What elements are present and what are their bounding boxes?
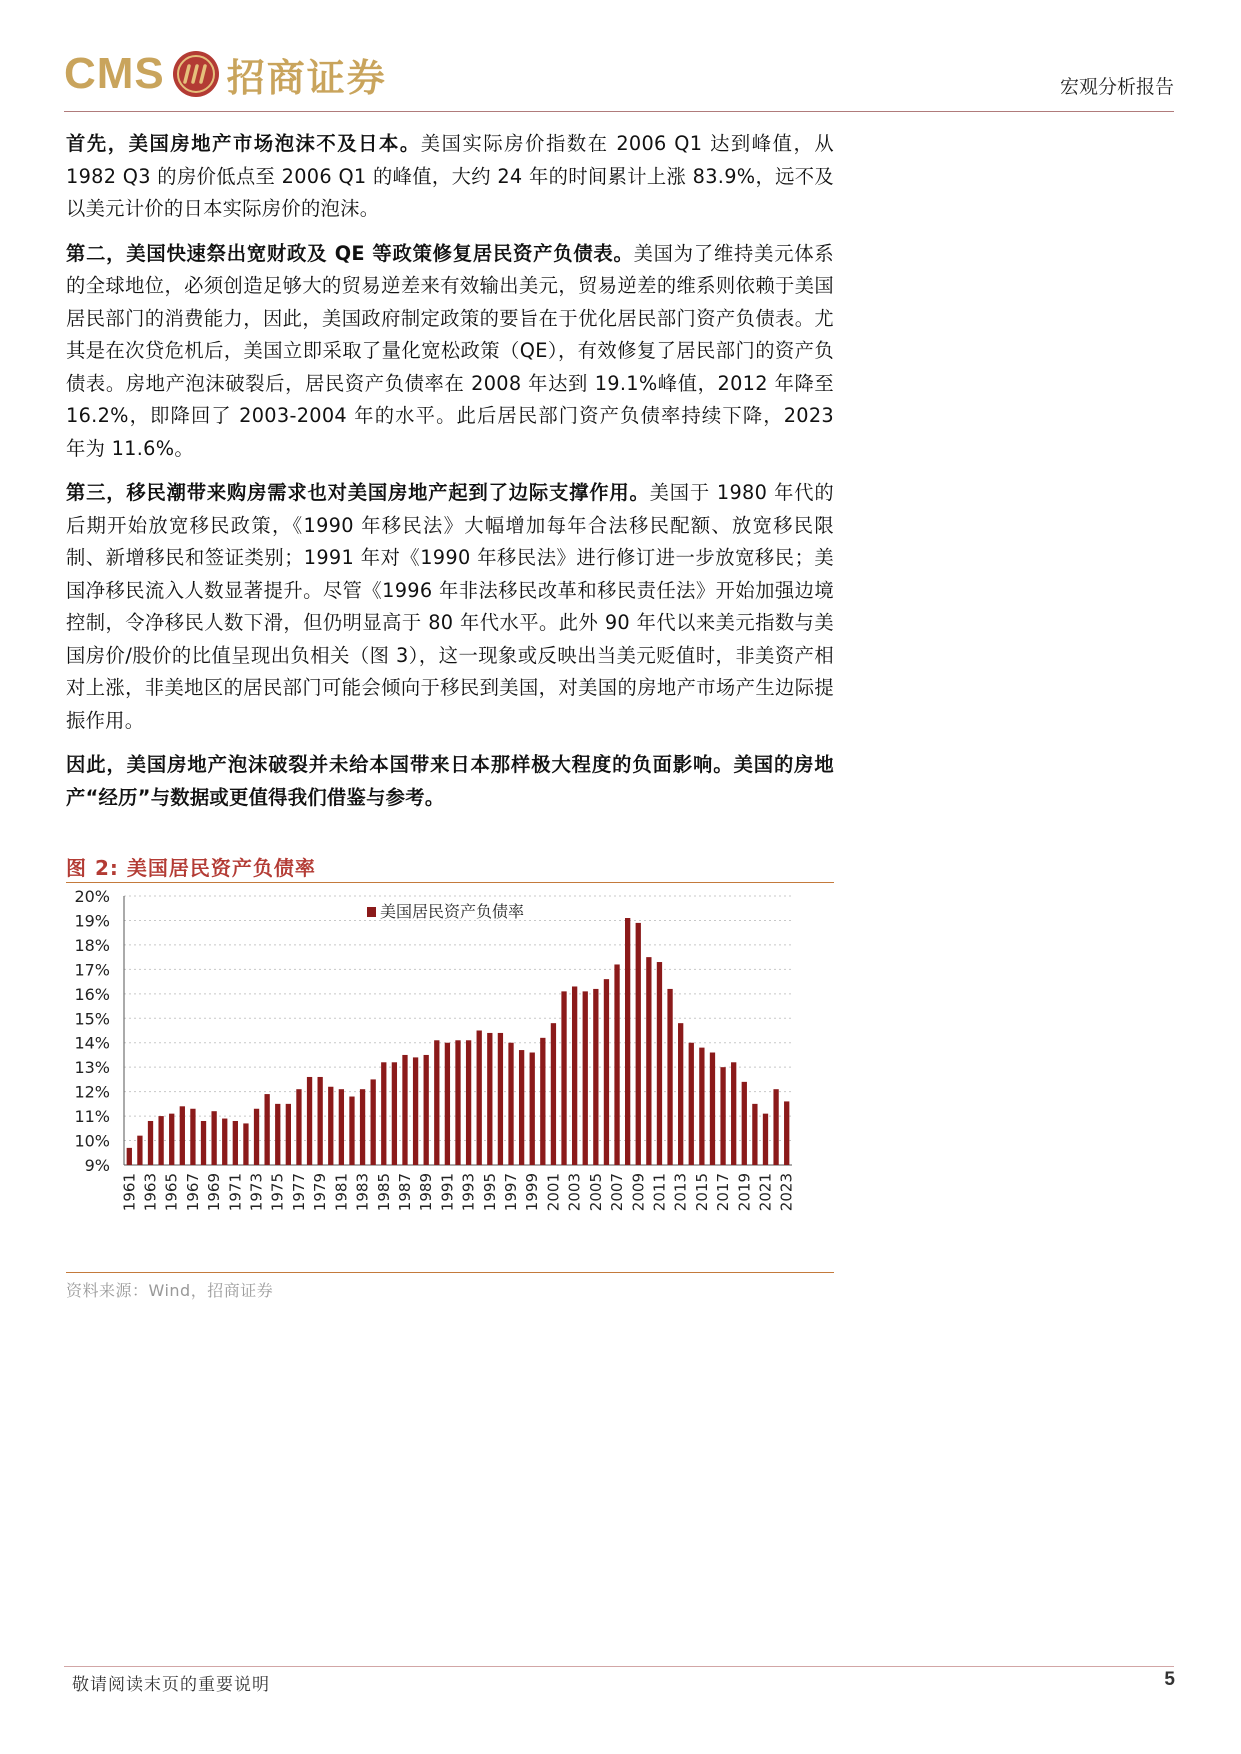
x-tick-label: 1989 xyxy=(417,1173,436,1212)
x-tick-label: 1961 xyxy=(120,1173,139,1212)
y-tick-label: 14% xyxy=(74,1033,110,1053)
bar-2009 xyxy=(636,923,641,1165)
bar-1990 xyxy=(434,1040,439,1165)
paragraph-1-lead: 首先，美国房地产市场泡沫不及日本。 xyxy=(66,132,421,155)
bar-1973 xyxy=(254,1109,259,1165)
bar-2006 xyxy=(604,979,609,1165)
x-tick-label: 1965 xyxy=(162,1173,181,1212)
paragraph-1-body: 美国实际房价指数在 2006 Q1 达到峰值，从 1982 Q3 的房价低点至 2006 Q1 的峰值，大约 24 年的时间累计上涨 83.9%，远不及以美元计价的日本实际房价的泡沫。 xyxy=(66,132,834,220)
bar-1980 xyxy=(328,1087,333,1165)
bar-1978 xyxy=(307,1077,312,1165)
bar-1961 xyxy=(127,1148,132,1165)
y-tick-label: 11% xyxy=(74,1107,110,1127)
bar-2000 xyxy=(540,1038,545,1165)
y-tick-label: 12% xyxy=(74,1082,110,1102)
legend-label: 美国居民资产负债率 xyxy=(380,902,525,921)
bar-2016 xyxy=(710,1053,715,1165)
bar-2002 xyxy=(561,991,566,1165)
company-logo xyxy=(64,46,387,102)
footer-divider xyxy=(64,1666,1174,1667)
bar-1997 xyxy=(508,1043,513,1165)
x-tick-label: 1983 xyxy=(353,1173,372,1212)
logo-latin-text: CMS xyxy=(64,49,165,98)
x-tick-label: 1979 xyxy=(311,1173,330,1212)
x-tick-label: 1997 xyxy=(502,1173,521,1212)
bar-1984 xyxy=(371,1079,376,1165)
bar-1963 xyxy=(148,1121,153,1165)
bar-1994 xyxy=(477,1031,482,1166)
bar-1976 xyxy=(286,1104,291,1165)
bar-1977 xyxy=(296,1089,301,1165)
bar-1999 xyxy=(530,1053,535,1165)
bar-2018 xyxy=(731,1062,736,1165)
bar-1986 xyxy=(392,1062,397,1165)
bar-1965 xyxy=(169,1114,174,1165)
bar-2023 xyxy=(784,1101,789,1165)
x-tick-label: 1991 xyxy=(438,1173,457,1212)
x-tick-label: 2019 xyxy=(735,1173,754,1212)
bar-1968 xyxy=(201,1121,206,1165)
x-tick-label: 2015 xyxy=(692,1173,711,1212)
y-tick-label: 9% xyxy=(84,1156,110,1175)
x-tick-label: 1993 xyxy=(459,1173,478,1212)
x-tick-label: 1999 xyxy=(523,1173,542,1212)
bar-1964 xyxy=(158,1116,163,1165)
bar-1992 xyxy=(455,1040,460,1165)
paragraph-3-lead: 第三，移民潮带来购房需求也对美国房地产起到了边际支撑作用。 xyxy=(66,481,650,504)
x-tick-label: 1987 xyxy=(395,1173,414,1212)
bar-1975 xyxy=(275,1104,280,1165)
x-tick-label: 2007 xyxy=(608,1173,627,1212)
body-text xyxy=(66,128,834,826)
figure-title: 图 2: 美国居民资产负债率 xyxy=(66,856,316,880)
footer-disclaimer-note: 敬请阅读末页的重要说明 xyxy=(72,1675,270,1695)
x-tick-label: 1995 xyxy=(480,1173,499,1212)
bar-2008 xyxy=(625,918,630,1165)
y-tick-label: 18% xyxy=(74,935,110,955)
paragraph-4 xyxy=(66,749,834,814)
page-header xyxy=(64,42,1174,112)
paragraph-3 xyxy=(66,477,834,737)
bar-2014 xyxy=(689,1043,694,1165)
bar-1985 xyxy=(381,1062,386,1165)
bar-1982 xyxy=(349,1097,354,1165)
bar-2017 xyxy=(720,1067,725,1165)
y-tick-label: 19% xyxy=(74,911,110,931)
y-tick-label: 10% xyxy=(74,1131,110,1151)
bar-1974 xyxy=(264,1094,269,1165)
bar-1967 xyxy=(190,1109,195,1165)
bar-1979 xyxy=(318,1077,323,1165)
logo-emblem-icon xyxy=(171,49,221,99)
y-tick-label: 16% xyxy=(74,984,110,1004)
bar-1981 xyxy=(339,1089,344,1165)
y-tick-label: 20% xyxy=(74,887,110,906)
bar-1969 xyxy=(211,1111,216,1165)
x-tick-label: 2021 xyxy=(756,1173,775,1212)
x-tick-label: 2009 xyxy=(629,1173,648,1212)
x-tick-label: 1985 xyxy=(374,1173,393,1212)
x-tick-label: 1977 xyxy=(289,1173,308,1212)
report-type-label: 宏观分析报告 xyxy=(1059,76,1174,98)
bar-1988 xyxy=(413,1057,418,1165)
bar-1962 xyxy=(137,1136,142,1165)
x-tick-label: 1975 xyxy=(268,1173,287,1212)
page-number: 5 xyxy=(1164,1669,1175,1690)
bar-1987 xyxy=(402,1055,407,1165)
x-tick-label: 2011 xyxy=(650,1173,669,1212)
x-tick-label: 1971 xyxy=(226,1173,245,1212)
figure-top-rule xyxy=(66,882,834,883)
figure-source: 资料来源：Wind，招商证券 xyxy=(66,1281,274,1300)
bar-2011 xyxy=(657,962,662,1165)
paragraph-4-lead: 因此，美国房地产泡沫破裂并未给本国带来日本那样极大程度的负面影响。美国的房地产“经历”与数据或更值得我们借鉴与参考。 xyxy=(66,753,834,809)
y-tick-label: 17% xyxy=(74,960,110,980)
bar-1989 xyxy=(424,1055,429,1165)
bar-1995 xyxy=(487,1033,492,1165)
bar-2004 xyxy=(583,991,588,1165)
logo-chinese-text: 招商证券 xyxy=(226,54,387,100)
legend-swatch xyxy=(367,907,376,917)
paragraph-2-body: 美国为了维持美元体系的全球地位，必须创造足够大的贸易逆差来有效输出美元，贸易逆差的维系则依赖于美国居民部门的消费能力，因此，美国政府制定政策的要旨在于优化居民部门资产负债表。尤其是在次贷危机后，美国立即采取了量化宽松政策（QE），有效修复了居民部门的资产负债表。房地产泡沫破裂后，居民资产负债率在 2008 年达到 19.1%峰值，2012 年降至 16.2%，即降回了 2003-2004 年的水平。此后居民部门资产负债率持续下降，2023 年为 11.6%。 xyxy=(66,241,835,460)
paragraph-2 xyxy=(66,238,834,466)
x-tick-label: 1967 xyxy=(183,1173,202,1212)
bar-2007 xyxy=(614,964,619,1165)
x-tick-label: 2005 xyxy=(586,1173,605,1212)
x-tick-label: 2003 xyxy=(565,1173,584,1212)
bar-2013 xyxy=(678,1023,683,1165)
figure-bottom-rule xyxy=(66,1272,834,1273)
bar-1966 xyxy=(180,1106,185,1165)
bar-2020 xyxy=(752,1104,757,1165)
bar-2021 xyxy=(763,1114,768,1165)
bar-2019 xyxy=(742,1082,747,1165)
x-tick-label: 1969 xyxy=(205,1173,224,1212)
x-tick-label: 2017 xyxy=(714,1173,733,1212)
x-tick-label: 2013 xyxy=(671,1173,690,1212)
paragraph-2-lead: 第二，美国快速祭出宽财政及 QE 等政策修复居民资产负债表。 xyxy=(66,241,634,265)
x-tick-label: 2023 xyxy=(777,1173,796,1212)
paragraph-3-body: 美国于 1980 年代的后期开始放宽移民政策，《1990 年移民法》大幅增加每年合法移民配额、放宽移民限制、新增移民和签证类别；1991 年对《1990 年移民法》进行修订进一步放宽移民；美国净移民流入人数显著提升。尽管《1996 年非法移民改革和移民责任法》开始加强边境控制，令净移民人数下滑，但仍明显高于 80 年代水平。此外 90 年代以来美元指数与美国房价/股价的比值呈现出负相关（图 3），这一现象或反映出当美元贬值时，非美资产相对上涨，非美地区的居民部门可能会倾向于移民到美国，对美国的房地产市场产生边际提振作用。 xyxy=(66,481,834,732)
x-tick-label: 1963 xyxy=(141,1173,160,1212)
x-tick-label: 2001 xyxy=(544,1173,563,1212)
y-tick-label: 15% xyxy=(74,1009,110,1029)
bar-2001 xyxy=(551,1023,556,1165)
bar-1972 xyxy=(243,1123,248,1165)
bar-2010 xyxy=(646,957,651,1165)
bar-2005 xyxy=(593,989,598,1165)
bar-1970 xyxy=(222,1119,227,1165)
bar-1996 xyxy=(498,1033,503,1165)
bar-2012 xyxy=(667,989,672,1165)
header-divider xyxy=(64,111,1174,112)
bar-2015 xyxy=(699,1048,704,1165)
bar-1971 xyxy=(233,1121,238,1165)
bar-2022 xyxy=(773,1089,778,1165)
paragraph-1 xyxy=(66,128,834,226)
x-tick-label: 1981 xyxy=(332,1173,351,1212)
bar-1993 xyxy=(466,1040,471,1165)
debt-ratio-bar-chart xyxy=(66,884,834,1272)
bar-1983 xyxy=(360,1089,365,1165)
x-tick-label: 1973 xyxy=(247,1173,266,1212)
bar-1998 xyxy=(519,1050,524,1165)
bar-1991 xyxy=(445,1043,450,1165)
y-tick-label: 13% xyxy=(74,1058,110,1078)
bar-2003 xyxy=(572,986,577,1165)
